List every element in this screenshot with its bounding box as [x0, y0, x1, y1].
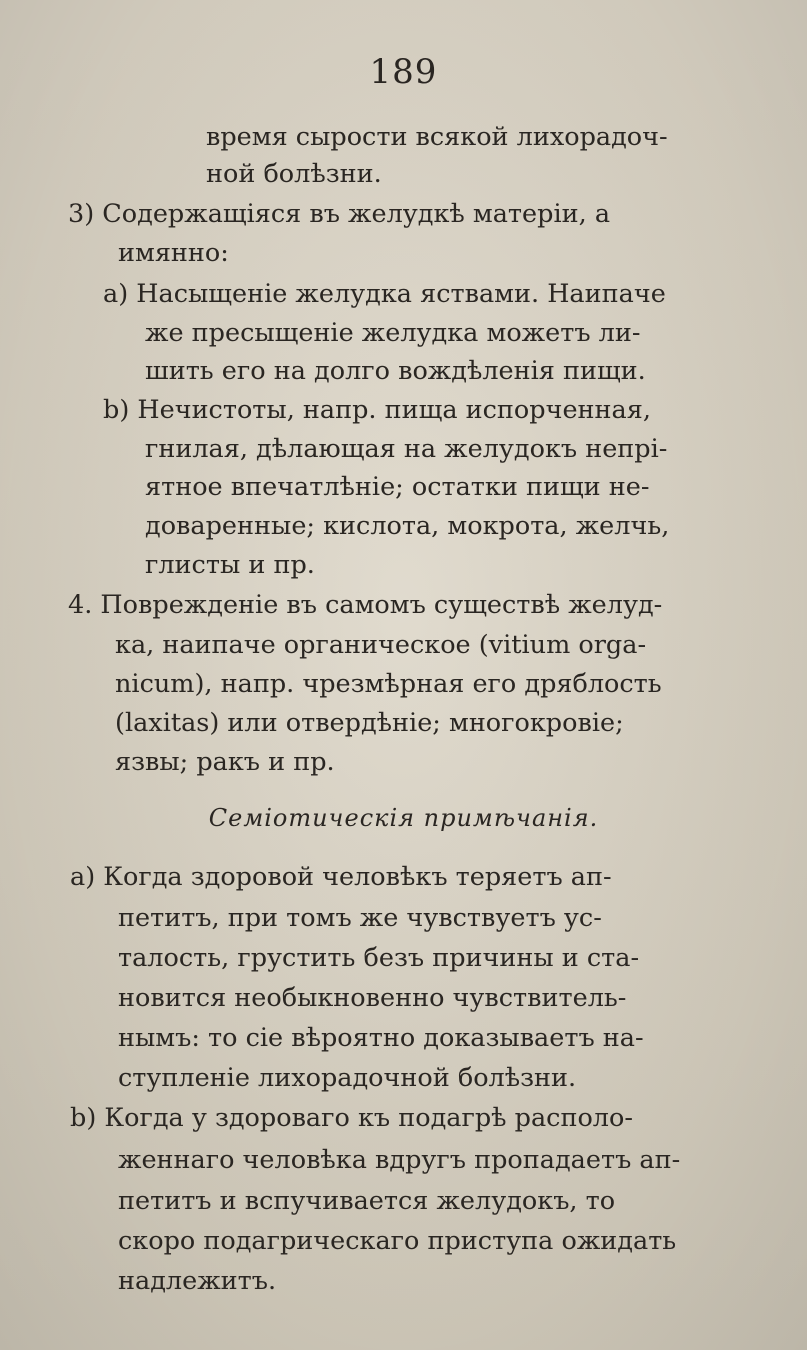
- text-line: же пресыщеніе желудка можетъ ли-: [145, 318, 641, 348]
- text-line: нымъ: то сіе вѣроятно доказываетъ на-: [118, 1023, 644, 1053]
- text-line: язвы; ракъ и пр.: [115, 747, 335, 777]
- text-line: гнилая, дѣлающая на желудокъ непрі-: [145, 434, 668, 464]
- text-line: скоро подагрическаго приступа ожидать: [118, 1226, 677, 1256]
- text-line: талость, грустить безъ причины и ста-: [118, 943, 640, 973]
- text-line: a) Насыщеніе желудка яствами. Наипаче: [103, 279, 666, 309]
- section-heading: Семіотическія примѣчанія.: [208, 804, 599, 832]
- text-line: (laxitas) или отвердѣніе; многокровіе;: [115, 708, 624, 738]
- text-line: b) Когда у здороваго къ подагрѣ располо-: [70, 1103, 633, 1133]
- text-line: шить его на долго вождѣленія пищи.: [145, 356, 646, 386]
- text-line: имянно:: [118, 238, 229, 268]
- text-line: b) Нечистоты, напр. пища испорченная,: [103, 395, 651, 425]
- text-line: nicum), напр. чрезмѣрная его дряблость: [115, 669, 662, 699]
- page-number: 189: [369, 52, 438, 92]
- text-line: новится необыкновенно чувствитель-: [118, 983, 627, 1013]
- text-line: глисты и пр.: [145, 550, 315, 580]
- text-line: a) Когда здоровой человѣкъ теряетъ ап-: [70, 862, 612, 892]
- text-line: петитъ и вспучивается желудокъ, то: [118, 1186, 616, 1216]
- text-line: петитъ, при томъ же чувствуетъ ус-: [118, 903, 602, 933]
- text-line: женнаго человѣка вдругъ пропадаетъ ап-: [118, 1145, 681, 1175]
- text-line: ятное впечатлѣніе; остатки пищи не-: [145, 472, 650, 502]
- text-line: ступленіе лихорадочной болѣзни.: [118, 1063, 577, 1093]
- text-line: надлежитъ.: [118, 1266, 277, 1296]
- text-line: время сырости всякой лихорадоч-: [206, 122, 668, 152]
- text-line: ной болѣзни.: [206, 159, 382, 189]
- text-line: доваренные; кислота, мокрота, желчь,: [145, 511, 670, 541]
- text-line: 3) Содержащіяся въ желудкѣ матеріи, а: [68, 199, 611, 229]
- text-line: ка, наипаче органическое (vitium orga-: [115, 630, 647, 660]
- text-line: 4. Поврежденіе въ самомъ существѣ желуд-: [68, 590, 663, 620]
